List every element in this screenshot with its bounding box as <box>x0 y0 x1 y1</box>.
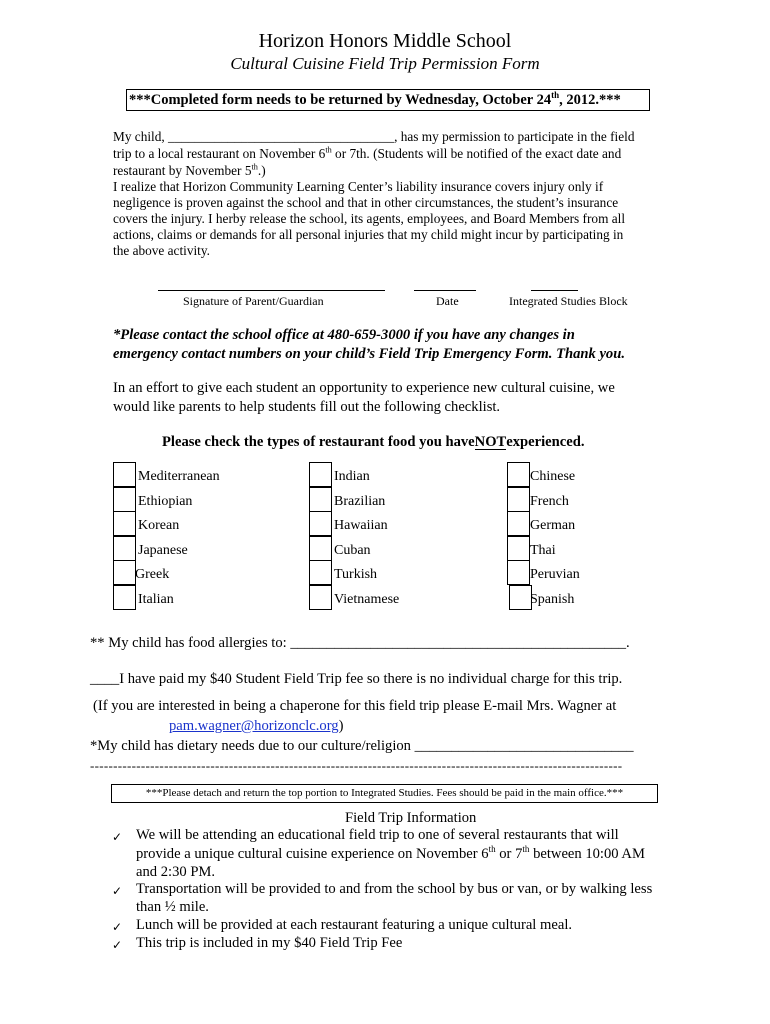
info-bullet-2-line-2: than ½ mile. <box>136 899 209 915</box>
option-hawaiian: Hawaiian <box>334 518 388 533</box>
checkbox-korean[interactable] <box>113 511 136 536</box>
checkbox-vietnamese[interactable] <box>309 585 332 610</box>
checkbox-brazilian[interactable] <box>309 487 332 512</box>
fee-line: ____I have paid my $40 Student Field Trip fee so there is no individual charge for this trip. <box>90 671 623 687</box>
date-line[interactable] <box>414 290 476 291</box>
checkbox-indian[interactable] <box>309 462 332 487</box>
parent-signature-line[interactable] <box>158 290 385 291</box>
parent-signature-label: Signature of Parent/Guardian <box>183 294 324 308</box>
allergies-line: ** My child has food allergies to: ______________________________________________. <box>90 635 630 651</box>
permission-line-1: My child, __________________________________, has my permission to participate in the field <box>113 129 635 144</box>
permission-line-8: the above activity. <box>113 243 210 258</box>
permission-line-6: covers the injury. I herby release the school, its agents, employees, and Board Members from all <box>113 211 626 226</box>
option-vietnamese: Vietnamese <box>334 592 400 607</box>
option-spanish: Spanish <box>530 592 575 607</box>
option-peruvian: Peruvian <box>530 567 580 582</box>
intro-line-2: would like parents to help students fill out the following checklist. <box>113 399 501 415</box>
checklist-heading: Please check the types of restaurant food you haveNOTexperienced. <box>162 434 585 450</box>
checkbox-thai[interactable] <box>507 536 530 561</box>
info-title: Field Trip Information <box>345 810 477 826</box>
child-name-blank[interactable]: __________________________________ <box>168 129 395 144</box>
checkbox-peruvian[interactable] <box>507 560 530 585</box>
checkbox-turkish[interactable] <box>309 560 332 585</box>
chaperone-email-link[interactable]: pam.wagner@horizonclc.org <box>169 718 339 734</box>
option-brazilian: Brazilian <box>334 494 386 509</box>
option-italian: Italian <box>138 592 174 607</box>
checkbox-french[interactable] <box>507 487 530 512</box>
option-indian: Indian <box>334 469 370 484</box>
checkbox-cuban[interactable] <box>309 536 332 561</box>
option-mediterranean: Mediterranean <box>138 469 220 484</box>
option-korean: Korean <box>138 518 180 533</box>
checkbox-italian[interactable] <box>113 585 136 610</box>
detach-note: ***Please detach and return the top portion to Integrated Studies. Fees should be paid in the main office.*** <box>111 784 658 803</box>
checkmark-bullet-icon: ✓ <box>112 920 123 934</box>
option-japanese: Japanese <box>138 543 188 558</box>
checkbox-mediterranean[interactable] <box>113 462 136 487</box>
checkbox-german[interactable] <box>507 511 530 536</box>
checkmark-bullet-icon: ✓ <box>112 938 123 952</box>
dietary-line: *My child has dietary needs due to our culture/religion ______________________________ <box>90 738 634 754</box>
checkbox-hawaiian[interactable] <box>309 511 332 536</box>
detach-dashed-line: ------------------------------------------------------------------------------------------------------------------- <box>90 758 623 773</box>
dietary-blank[interactable]: ______________________________ <box>414 738 634 754</box>
contact-note-line-1: *Please contact the school office at 480-659-3000 if you have any changes in <box>113 327 575 343</box>
checkbox-ethiopian[interactable] <box>113 487 136 512</box>
permission-line-3: restaurant by November 5th.) <box>113 162 266 178</box>
chaperone-line: (If you are interested in being a chaperone for this field trip please E-mail Mrs. Wagner at <box>93 698 617 714</box>
checkmark-bullet-icon: ✓ <box>112 884 123 898</box>
allergies-blank[interactable]: ______________________________________________ <box>290 635 627 651</box>
form-title: Cultural Cuisine Field Trip Permission Form <box>230 54 540 73</box>
option-greek: Greek <box>135 567 170 582</box>
return-deadline-notice: ***Completed form needs to be returned by Wednesday, October 24th, 2012.*** <box>126 89 650 111</box>
chaperone-email-line: pam.wagner@horizonclc.org) <box>169 718 344 734</box>
fee-paid-blank[interactable]: ____ <box>90 671 120 687</box>
option-turkish: Turkish <box>334 567 378 582</box>
permission-line-5: negligence is proven against the school and that in other circumstances, the student’s insurance <box>113 195 619 210</box>
block-label: Integrated Studies Block <box>509 294 628 308</box>
contact-note-line-2: emergency contact numbers on your child’s Field Trip Emergency Form. Thank you. <box>113 346 625 362</box>
block-line[interactable] <box>531 290 578 291</box>
option-german: German <box>530 518 576 533</box>
info-bullet-1-line-1: We will be attending an educational field trip to one of several restaurants that will <box>136 827 619 843</box>
checkbox-japanese[interactable] <box>113 536 136 561</box>
checkbox-chinese[interactable] <box>507 462 530 487</box>
info-bullet-4: This trip is included in my $40 Field Trip Fee <box>136 935 403 951</box>
option-french: French <box>530 494 569 509</box>
option-ethiopian: Ethiopian <box>138 494 193 509</box>
date-label: Date <box>436 294 459 308</box>
info-bullet-2-line-1: Transportation will be provided to and from the school by bus or van, or by walking less <box>136 881 653 897</box>
intro-line-1: In an effort to give each student an opportunity to experience new cultural cuisine, we <box>113 380 615 396</box>
school-name: Horizon Honors Middle School <box>258 30 512 52</box>
permission-line-7: actions, claims or demands for all personal injuries that my child might incur by participating in <box>113 227 624 242</box>
info-bullet-1-line-3: and 2:30 PM. <box>136 864 216 880</box>
option-chinese: Chinese <box>530 469 576 484</box>
checkbox-greek[interactable] <box>113 560 136 585</box>
permission-line-4: I realize that Horizon Community Learning Center’s liability insurance covers injury only if <box>113 179 604 194</box>
checkbox-spanish[interactable] <box>509 585 532 610</box>
info-bullet-3: Lunch will be provided at each restaurant featuring a unique cultural meal. <box>136 917 573 933</box>
checkmark-bullet-icon: ✓ <box>112 830 123 844</box>
info-bullet-1-line-2: provide a unique cultural cuisine experience on November 6th or 7th between 10:00 AM <box>136 844 645 862</box>
option-thai: Thai <box>530 543 556 558</box>
permission-line-2: trip to a local restaurant on November 6th or 7th. (Students will be notified of the exact date and <box>113 145 622 161</box>
option-cuban: Cuban <box>334 543 371 558</box>
